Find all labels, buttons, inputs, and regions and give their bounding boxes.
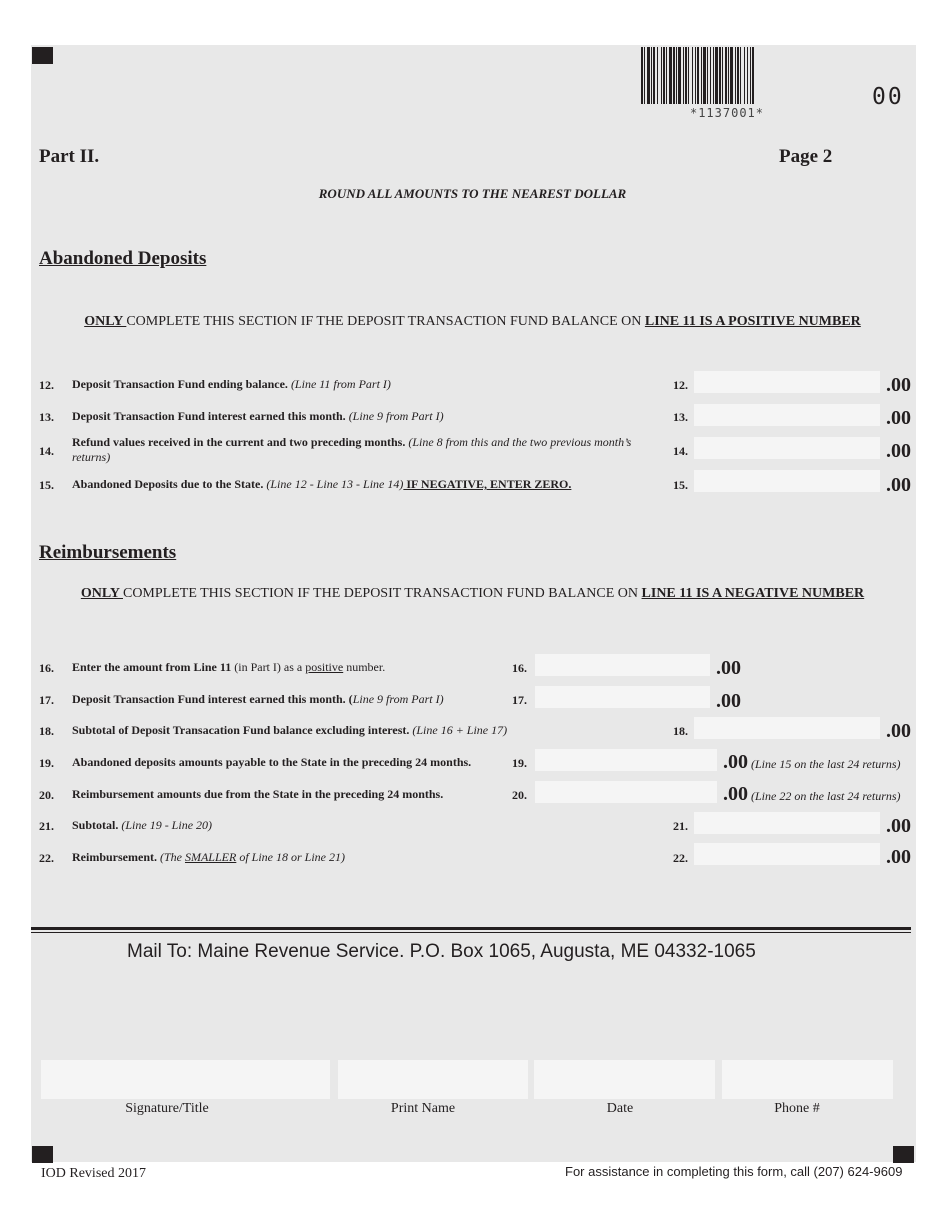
line-number: 17. bbox=[39, 693, 54, 707]
divider-thin bbox=[31, 932, 911, 933]
barcode bbox=[641, 47, 823, 104]
line-14-amount-field[interactable] bbox=[694, 437, 880, 459]
line-20-amount-field[interactable] bbox=[535, 781, 717, 803]
cents-label: .00 bbox=[716, 657, 741, 679]
box-label: 18. bbox=[673, 724, 688, 738]
box-label: 22. bbox=[673, 851, 688, 865]
mail-to-address: Mail To: Maine Revenue Service. P.O. Box 1065, Augusta, ME 04332-1065 bbox=[127, 941, 756, 962]
abandoned-deposits-heading: Abandoned Deposits bbox=[39, 248, 207, 269]
line-number: 19. bbox=[39, 756, 54, 770]
line-17-description: Deposit Transaction Fund interest earned this month. (Line 9 from Part I) bbox=[72, 692, 444, 706]
date-field[interactable] bbox=[534, 1060, 715, 1099]
line-16-amount-field[interactable] bbox=[535, 654, 710, 676]
line-15-amount-field[interactable] bbox=[694, 470, 880, 492]
instruction-condition: LINE 11 IS A NEGATIVE NUMBER bbox=[641, 586, 865, 601]
cents-with-note: .00 (Line 22 on the last 24 returns) bbox=[723, 783, 901, 805]
print-name-field[interactable] bbox=[338, 1060, 528, 1099]
signature-label: Signature/Title bbox=[125, 1101, 209, 1116]
line-18-amount-field[interactable] bbox=[694, 717, 880, 739]
line-number: 16. bbox=[39, 661, 54, 675]
line-number: 21. bbox=[39, 819, 54, 833]
line-number: 12. bbox=[39, 378, 54, 392]
part-label: Part II. bbox=[39, 146, 100, 167]
box-label: 20. bbox=[512, 788, 527, 802]
box-label: 17. bbox=[512, 693, 527, 707]
phone-field[interactable] bbox=[722, 1060, 893, 1099]
line-number: 22. bbox=[39, 851, 54, 865]
print-name-label: Print Name bbox=[390, 1101, 456, 1116]
line-21-amount-field[interactable] bbox=[694, 812, 880, 834]
line-22-amount-field[interactable] bbox=[694, 843, 880, 865]
assistance-note: For assistance in completing this form, call (207) 624-9609 bbox=[565, 1164, 903, 1179]
line-20-description: Reimbursement amounts due from the State in the preceding 24 months. bbox=[72, 787, 444, 801]
cents-label: .00 bbox=[886, 440, 911, 462]
line-13-description: Deposit Transaction Fund interest earned this month. (Line 9 from Part I) bbox=[72, 409, 444, 423]
line-14-description: Refund values received in the current and two preceding months. (Line 8 from this and the two previous month’s returns) bbox=[72, 435, 632, 464]
line-18-description: Subtotal of Deposit Transacation Fund balance excluding interest. (Line 16 + Line 17) bbox=[72, 723, 508, 737]
cents-label: .00 bbox=[886, 374, 911, 396]
line-13-amount-field[interactable] bbox=[694, 404, 880, 426]
instruction-condition: LINE 11 IS A POSITIVE NUMBER bbox=[644, 314, 861, 329]
line-17-amount-field[interactable] bbox=[535, 686, 710, 708]
page-number: Page 2 bbox=[779, 146, 833, 167]
line-12-description: Deposit Transaction Fund ending balance. (Line 11 from Part I) bbox=[72, 377, 391, 391]
line-number: 18. bbox=[39, 724, 54, 738]
instruction-text: COMPLETE THIS SECTION IF THE DEPOSIT TRANSACTION FUND BALANCE ON bbox=[122, 586, 642, 601]
box-label: 14. bbox=[673, 444, 688, 458]
only-label: ONLY bbox=[80, 586, 123, 601]
cents-label: .00 bbox=[886, 846, 911, 868]
only-label: ONLY bbox=[84, 314, 127, 329]
line-19-amount-field[interactable] bbox=[535, 749, 717, 771]
form-background bbox=[31, 45, 916, 1162]
line-number: 14. bbox=[39, 444, 54, 458]
date-label: Date bbox=[606, 1101, 634, 1116]
cents-label: .00 bbox=[716, 690, 741, 712]
cents-label: .00 bbox=[886, 407, 911, 429]
registration-mark-top-left bbox=[32, 47, 53, 64]
box-label: 12. bbox=[673, 378, 688, 392]
abandoned-instruction bbox=[0, 314, 945, 330]
line-19-description: Abandoned deposits amounts payable to the State in the preceding 24 months. bbox=[72, 755, 472, 769]
divider-thick bbox=[31, 927, 911, 930]
form-code: 00 bbox=[872, 84, 904, 110]
phone-label: Phone # bbox=[774, 1101, 820, 1116]
line-12-amount-field[interactable] bbox=[694, 371, 880, 393]
cents-label: .00 bbox=[886, 720, 911, 742]
box-label: 13. bbox=[673, 410, 688, 424]
box-label: 19. bbox=[512, 756, 527, 770]
cents-label: .00 bbox=[886, 474, 911, 496]
cents-label: .00 bbox=[886, 815, 911, 837]
reimbursements-instruction bbox=[0, 586, 945, 602]
box-label: 16. bbox=[512, 661, 527, 675]
registration-mark-bottom-right bbox=[893, 1146, 914, 1163]
line-22-description: Reimbursement. (The SMALLER of Line 18 or Line 21) bbox=[72, 850, 345, 864]
line-number: 13. bbox=[39, 410, 54, 424]
line-15-description: Abandoned Deposits due to the State. (Line 12 - Line 13 - Line 14) IF NEGATIVE, ENTER ZERO. bbox=[72, 477, 572, 491]
barcode-text: *1137001* bbox=[689, 106, 765, 120]
revision-note: IOD Revised 2017 bbox=[41, 1166, 146, 1181]
cents-with-note: .00 (Line 15 on the last 24 returns) bbox=[723, 751, 901, 773]
signature-field[interactable] bbox=[41, 1060, 330, 1099]
instruction-text: COMPLETE THIS SECTION IF THE DEPOSIT TRANSACTION FUND BALANCE ON bbox=[126, 314, 645, 329]
box-label: 15. bbox=[673, 478, 688, 492]
reimbursements-heading: Reimbursements bbox=[39, 542, 177, 563]
line-21-description: Subtotal. (Line 19 - Line 20) bbox=[72, 818, 213, 832]
line-number: 15. bbox=[39, 478, 54, 492]
registration-mark-bottom-left bbox=[32, 1146, 53, 1163]
round-note: ROUND ALL AMOUNTS TO THE NEAREST DOLLAR bbox=[318, 186, 627, 201]
line-16-description: Enter the amount from Line 11 (in Part I) as a positive number. bbox=[72, 660, 386, 674]
line-number: 20. bbox=[39, 788, 54, 802]
box-label: 21. bbox=[673, 819, 688, 833]
